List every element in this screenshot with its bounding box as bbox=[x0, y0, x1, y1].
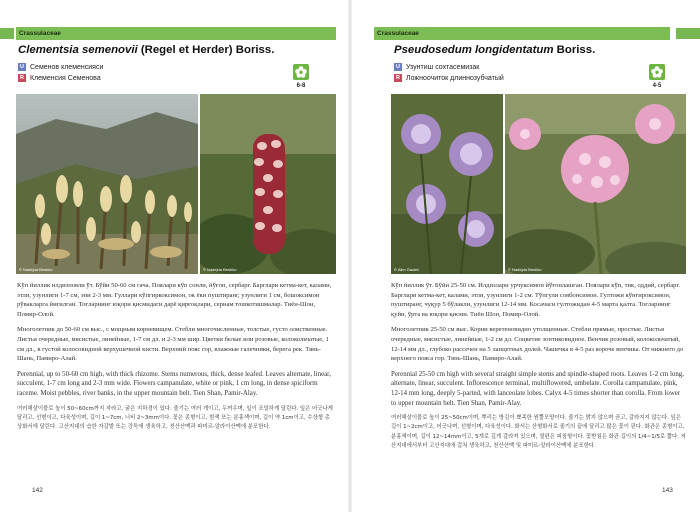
russian-name-row bbox=[18, 74, 101, 84]
left-edge-tab bbox=[0, 28, 14, 39]
uzbek-name-row bbox=[18, 63, 103, 73]
plant-photo-2 bbox=[200, 94, 336, 274]
page-number: 142 bbox=[32, 487, 43, 494]
russian-name-row bbox=[394, 74, 504, 84]
left-page bbox=[16, 0, 350, 512]
uzbek-name-row bbox=[394, 63, 479, 73]
description-english: Perennial 25-50 cm high with several straight simple stems and spindle-shaped roots. Leaves 1-2 cm long, alternate, linear, succulent. Inflorescence terminal, multiflowered, umbelate. Corolla campanulate, pink, 12-14 mm long, deeply 5-parted, with lanceolate lobes. Calyx 4-5 times shorter than corolla. From lower to upper mountain belt. Tien Shan, Pamir-Alay. bbox=[391, 370, 684, 407]
family-header: Crassulaceae bbox=[374, 27, 670, 40]
description-russian: Многолетник до 50-60 см выс., с мощным корневищем. Стебли многочисленные, толстые, густо олиственные. Листья очередные, мясистые, линейные, 1-7 см дл. и 2-3 мм шир. Цветки белые или розовые, колокольчатые, 1 см дл., в густой колосовидной верхушечной кисти. Верхний пояс гор, влажные галечники, берега рек. Тянь-Шань, Памиро-Алай. bbox=[17, 326, 329, 363]
species-author: Boriss. bbox=[553, 44, 596, 56]
photo-credit: © Nadejda Beshko bbox=[19, 267, 53, 272]
description-uzbek: Кўп йиллик ўт. Бўйи 25-50 см. Илдизлари урчуксимон йўғонлашган. Поялари кўп, тик, оддий, сербарг. Барглари кетма-кет, калами, этли, узунлиги 1-2 см. Тўпгули соябонсимон. Гултожи кўнғироксимон, пуштиранг, чуқур 5 бўлакли, узунлиги 12-14 мм. Косачаси гултожидан 4-5 марта қалта. Тоғларнинг қуйи, ўрта ва юқори қисми. Тиён Шон, Помир-Олой. bbox=[391, 282, 681, 318]
russian-tag: R bbox=[18, 74, 26, 82]
photo-credit: © Nadejda Beshko bbox=[508, 267, 542, 272]
uzbek-name: Узунтиш сохтасемизак bbox=[406, 64, 480, 71]
species-author: (Regel et Herder) Boriss. bbox=[137, 44, 275, 56]
right-page bbox=[366, 0, 700, 512]
uzbek-name: Семенов клеменсияси bbox=[30, 64, 104, 71]
plant-photo-1 bbox=[16, 94, 198, 274]
plant-photo-2 bbox=[505, 94, 686, 274]
flower-icon bbox=[293, 64, 309, 80]
flowering-months: 4-5 bbox=[652, 83, 662, 89]
flowering-months: 6-8 bbox=[296, 83, 306, 89]
description-russian: Многолетник 25-50 см выс. Корни веретеновидно утолщенные. Стебли прямые, простые. Листья очередные, мясистые, линейные, 1-2 см дл. Соцветие зонтиковидное. Венчик розовый, колокольчатый, 12-14 мм дл., глубоко рассечен на 5 ланцетных долей. Чашечка в 4-5 раз короче венчика. От нижнего до верхнего пояса гор. Тянь-Шань, Памиро-Алай. bbox=[391, 326, 684, 363]
family-header: Crassulaceae bbox=[16, 27, 336, 40]
flower-icon bbox=[649, 64, 665, 80]
species-latin-name: Clementsia semenovii bbox=[18, 44, 138, 56]
uzbek-tag: U bbox=[18, 63, 26, 71]
species-title bbox=[18, 44, 288, 56]
photo-credit: © Nadejda Beshko bbox=[203, 267, 237, 272]
page-number: 143 bbox=[662, 487, 673, 494]
russian-name: Клеменсия Семенова bbox=[30, 75, 101, 82]
species-title bbox=[394, 44, 664, 56]
description-korean: 여러해살이풀로 높이 25~50cm이며, 뿌리는 방김이 뾰족한 원뿔모양이다. 줄기는 밝지 않으며 곧고, 갈라지지 않는다. 잎은 길이 1~2cm이고, 어긋나며, 선형이며, 다육성이다. 화서는 산형화서로 줄기의 끝에 달리고 많은 꽃이 핀다. 화관은 종형이고, 분홍색이며, 길이 12~14mm이고, 5개로 깊게 갈라져 있으며, 열편은 피침형이다. 꽃받침은 화관 길이의 1/4~1/5로 짧다. 저산지대에서부터 고산지대에 걸쳐 생육하고, 천산산맥 및 파미르-알라이산맥에 분포한다. bbox=[391, 415, 686, 449]
photo-credit: © Alim Gaziev bbox=[394, 267, 420, 272]
species-description bbox=[17, 281, 333, 438]
plant-photo-1 bbox=[391, 94, 503, 274]
species-description bbox=[391, 281, 686, 457]
description-korean: 여러해살이풀로 높이 50~60cm까지 자라고, 굵은 지하경이 있다. 줄기는 여러 개이고, 두꺼우며, 잎이 조밀하게 달린다. 잎은 어긋나게 달리고, 선형이고, 다육성이며, 길이 1~7cm, 너비 2~3mm이다. 꽃은 종형이고, 흰색 또는 분홍색이며, 길이 약 1cm이고, 수상형 총상화서에 달린다. 고산지대의 습한 자갈밭 또는 강둑에 생육하고, 천산산맥과 파미르-알라이산맥에 분포한다. bbox=[17, 405, 333, 430]
species-latin-name: Pseudosedum longidentatum bbox=[394, 44, 554, 56]
uzbek-tag: U bbox=[394, 63, 402, 71]
description-english: Perennial, up to 50-60 cm high, with thick rhizome. Stems numerous, thick, dense leafed. Leaves alternate, linear, succulent, 1-7 cm long and 2-3 mm wide. Flowers campanulate, white or pink, 1 cm long, in dense spiciform raceme. Moist pebbles, river banks, in the upper mountain belt. Tien Shan, Pamir-Alay. bbox=[17, 370, 331, 397]
description-uzbek: Кўп йиллик илдизпояли ўт. Бўйи 50-60 см гача. Поялари кўп сонли, йўғон, сербарг. Барглари кетма-кет, калами, этли, узунлиги 1-7 см, эни 2-3 мм. Гуллари кўпгиркоксимон, ок ёки пуштиранг, узунлиги 1 см, бошоксимон рўвакларга йиғилган. Тоғларнинг юқори қисмидаги дарё қирғоқлари, сернам тошкотишмалар. Тиён-Шон, Помир-Олой. bbox=[17, 282, 332, 318]
russian-tag: R bbox=[394, 74, 402, 82]
russian-name: Ложноочиток длиннозубчатый bbox=[406, 75, 504, 82]
